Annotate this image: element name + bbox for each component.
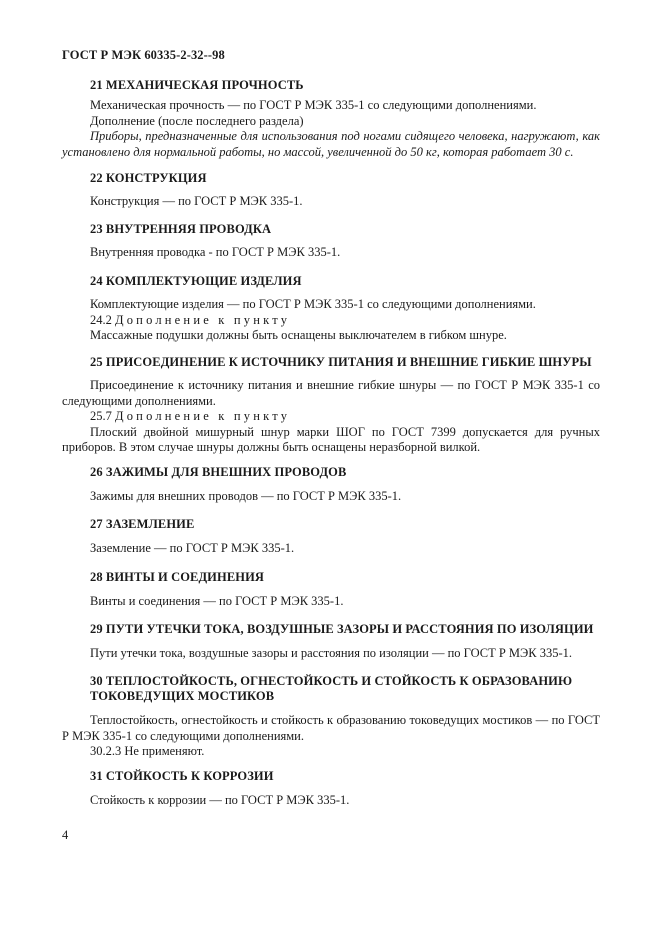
section-29 — [62, 622, 600, 662]
paragraph: Теплостойкость, огнестойкость и стойкость к образованию токоведущих мостиков — по ГОСТ Р МЭК 335-1 со следующими дополнениями. — [62, 713, 600, 743]
section-24 — [62, 274, 600, 344]
clause-number: 24.2 — [90, 312, 112, 327]
section-heading: 31 СТОЙКОСТЬ К КОРРОЗИИ — [90, 769, 274, 783]
paragraph: Винты и соединения — по ГОСТ Р МЭК 335-1. — [90, 594, 344, 608]
section-heading: 25 ПРИСОЕДИНЕНИЕ К ИСТОЧНИКУ ПИТАНИЯ И ВНЕШНИЕ ГИБКИЕ ШНУРЫ — [90, 355, 592, 369]
paragraph: Комплектующие изделия — по ГОСТ Р МЭК 335-1 со следующими дополнениями. — [90, 297, 536, 311]
section-22 — [62, 171, 600, 210]
section-23 — [62, 222, 600, 261]
section-heading: 22 КОНСТРУКЦИЯ — [90, 171, 207, 185]
section-heading: 23 ВНУТРЕННЯЯ ПРОВОДКА — [90, 222, 272, 236]
paragraph: Дополнение (после последнего раздела) — [90, 113, 304, 128]
section-heading: 28 ВИНТЫ И СОЕДИНЕНИЯ — [90, 570, 265, 584]
section-heading: 26 ЗАЖИМЫ ДЛЯ ВНЕШНИХ ПРОВОДОВ — [90, 465, 347, 479]
section-30 — [62, 674, 600, 760]
paragraph: Заземление — по ГОСТ Р МЭК 335-1. — [90, 541, 295, 555]
section-31 — [62, 769, 600, 809]
paragraph: Внутренняя проводка - по ГОСТ Р МЭК 335-1. — [90, 245, 341, 259]
section-26 — [62, 465, 600, 505]
section-heading: 30 ТЕПЛОСТОЙКОСТЬ, ОГНЕСТОЙКОСТЬ И СТОЙКОСТЬ К ОБРАЗОВАНИЮ — [90, 674, 573, 688]
document-header: ГОСТ Р МЭК 60335-2-32--98 — [62, 48, 225, 62]
paragraph: Механическая прочность — по ГОСТ Р МЭК 335-1 со следующими дополнениями. — [90, 98, 537, 112]
section-25 — [62, 355, 600, 456]
paragraph: Пути утечки тока, воздушные зазоры и расстояния по изоляции — по ГОСТ Р МЭК 335-1. — [90, 646, 573, 660]
paragraph: Зажимы для внешних проводов — по ГОСТ Р МЭК 335-1. — [90, 489, 402, 503]
paragraph: 30.2.3 Не применяют. — [90, 744, 205, 759]
clause-reference — [62, 409, 600, 425]
section-heading-continued: ТОКОВЕДУЩИХ МОСТИКОВ — [90, 689, 275, 703]
section-heading: 24 КОМПЛЕКТУЮЩИЕ ИЗДЕЛИЯ — [90, 274, 302, 288]
section-27 — [62, 517, 600, 557]
section-heading: 27 ЗАЗЕМЛЕНИЕ — [90, 517, 195, 531]
paragraph: Плоский двойной мишурный шнур марки ШОГ по ГОСТ 7399 допускается для ручных приборов. В этом случае шнуры должны быть оснащены неразборной вилкой. — [62, 424, 600, 455]
paragraph: Конструкция — по ГОСТ Р МЭК 335-1. — [90, 194, 303, 208]
section-21 — [62, 78, 600, 160]
section-28 — [62, 570, 600, 610]
paragraph: Массажные подушки должны быть оснащены выключателем в гибком шнуре. — [90, 328, 507, 343]
page-number: 4 — [62, 828, 69, 842]
clause-label: Дополнение к пункту — [115, 312, 291, 327]
clause-reference — [62, 313, 600, 329]
paragraph: Присоединение к источнику питания и внешние гибкие шнуры — по ГОСТ Р МЭК 335-1 со следующими дополнениями. — [62, 378, 600, 408]
section-heading: 21 МЕХАНИЧЕСКАЯ ПРОЧНОСТЬ — [90, 78, 304, 92]
section-heading: 29 ПУТИ УТЕЧКИ ТОКА, ВОЗДУШНЫЕ ЗАЗОРЫ И РАССТОЯНИЯ ПО ИЗОЛЯЦИИ — [90, 622, 594, 636]
clause-label: Дополнение к пункту — [115, 409, 291, 424]
paragraph-italic: Приборы, предназначенные для использования под ногами сидящего человека, нагружают, как установлено для нормальной работы, но массой, увеличенной до 50 кг, которая работает 30 с. — [62, 129, 600, 159]
clause-number: 25.7 — [90, 409, 112, 424]
paragraph: Стойкость к коррозии — по ГОСТ Р МЭК 335-1. — [90, 793, 350, 807]
